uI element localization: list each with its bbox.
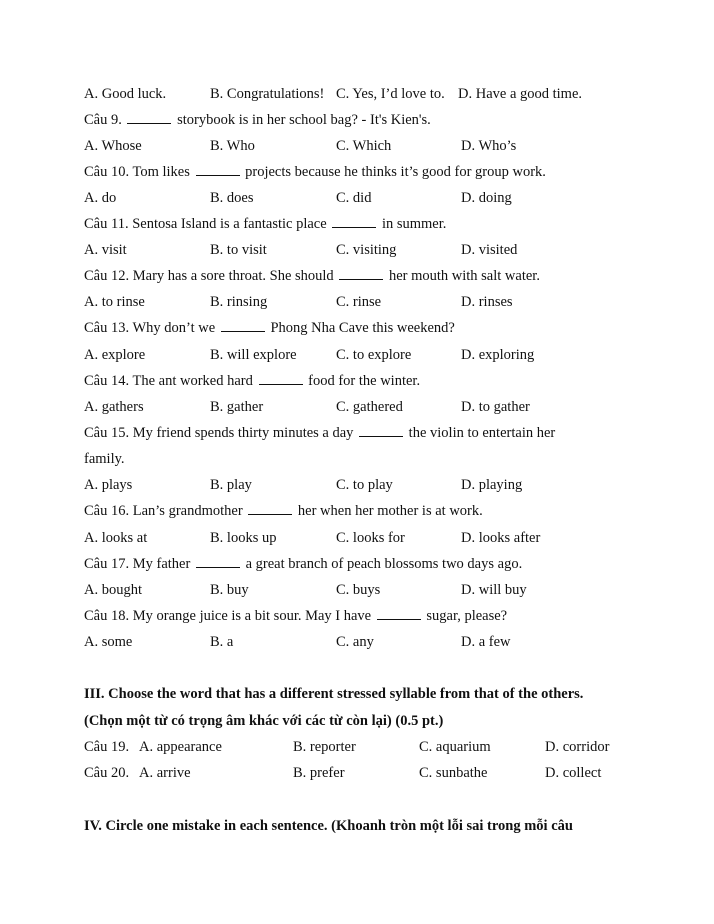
option: D. will buy [461, 582, 527, 598]
option: B. Who [210, 138, 255, 154]
option: D. collect [545, 765, 602, 781]
option: B. rinsing [210, 294, 268, 310]
option: D. corridor [545, 739, 610, 755]
question-text: a great branch of peach blossoms two days ago. [245, 556, 523, 572]
q8-option-d: D. Have a good time. [458, 86, 583, 102]
option: C. any [336, 634, 374, 650]
option: D. exploring [461, 347, 535, 363]
answer-blank [259, 372, 303, 385]
option: D. a few [461, 634, 511, 650]
question-label: Câu 12. [84, 268, 130, 284]
answer-blank [196, 163, 240, 176]
question-text: food for the winter. [308, 373, 421, 389]
question-text: Why don’t we [132, 320, 216, 336]
option: A. to rinse [84, 294, 145, 310]
question-16 [84, 502, 483, 520]
answer-blank [377, 607, 421, 620]
question-15-continuation: family. [84, 451, 125, 467]
question-label: Câu 14. [84, 373, 130, 389]
option: A. bought [84, 582, 142, 598]
q8-option-a: A. Good luck. [84, 86, 167, 102]
question-label: Câu 16. [84, 503, 130, 519]
option: A. do [84, 190, 117, 206]
option: C. sunbathe [419, 765, 488, 781]
question-label: Câu 10. [84, 164, 130, 180]
option: D. looks after [461, 530, 541, 546]
question-text: My father [132, 556, 191, 572]
question-label: Câu 15. [84, 425, 130, 441]
option: A. appearance [139, 739, 222, 755]
question-14 [84, 372, 420, 390]
answer-blank [339, 267, 383, 280]
option: B. prefer [293, 765, 345, 781]
option: A. arrive [139, 765, 191, 781]
question-text: her mouth with salt water. [388, 268, 540, 284]
option: C. visiting [336, 242, 397, 258]
answer-blank [332, 215, 376, 228]
question-text: Sentosa Island is a fantastic place [132, 216, 327, 232]
option: C. did [336, 190, 372, 206]
question-19-label: Câu 19. [84, 739, 130, 755]
question-20-label: Câu 20. [84, 765, 130, 781]
option: A. gathers [84, 399, 144, 415]
answer-blank [196, 555, 240, 568]
option: B. play [210, 477, 252, 493]
option: B. reporter [293, 739, 356, 755]
question-label: Câu 17. [84, 556, 130, 572]
question-text: Tom likes [132, 164, 190, 180]
option: B. will explore [210, 347, 297, 363]
option: D. Who’s [461, 138, 517, 154]
question-label: Câu 9. [84, 112, 122, 128]
question-11 [84, 215, 446, 233]
option: D. doing [461, 190, 512, 206]
option: C. Which [336, 138, 392, 154]
question-text: The ant worked hard [132, 373, 253, 389]
section-4-title: IV. Circle one mistake in each sentence. (Khoanh tròn một lỗi sai trong mỗi câu [84, 818, 573, 834]
q8-option-b: B. Congratulations! [210, 86, 325, 102]
option: C. buys [336, 582, 381, 598]
q8-option-c: C. Yes, I’d love to. [336, 86, 445, 102]
answer-blank [248, 502, 292, 515]
question-12 [84, 267, 540, 285]
section-3-subtitle: (Chọn một từ có trọng âm khác với các từ còn lại) (0.5 pt.) [84, 713, 444, 729]
option: C. gathered [336, 399, 403, 415]
option: D. playing [461, 477, 523, 493]
option: C. to play [336, 477, 393, 493]
option: C. to explore [336, 347, 412, 363]
question-text: storybook is in her school bag? - It's Kien's. [177, 112, 431, 128]
option: A. some [84, 634, 133, 650]
option: A. looks at [84, 530, 148, 546]
answer-blank [359, 424, 403, 437]
question-text: My orange juice is a bit sour. May I have [132, 608, 372, 624]
question-text: her when her mother is at work. [297, 503, 483, 519]
question-15 [84, 424, 555, 442]
option: B. gather [210, 399, 264, 415]
answer-blank [221, 319, 265, 332]
question-13 [84, 319, 455, 337]
question-text: the violin to entertain her [408, 425, 556, 441]
option: B. a [210, 634, 234, 650]
option: A. Whose [84, 138, 142, 154]
question-10 [84, 163, 546, 181]
option: B. buy [210, 582, 249, 598]
option: B. to visit [210, 242, 267, 258]
question-label: Câu 11. [84, 216, 129, 232]
answer-blank [127, 111, 171, 124]
option: A. visit [84, 242, 127, 258]
option: A. explore [84, 347, 146, 363]
question-text: Mary has a sore throat. She should [132, 268, 334, 284]
option: C. rinse [336, 294, 382, 310]
question-9 [84, 111, 431, 129]
question-label: Câu 18. [84, 608, 130, 624]
option: C. looks for [336, 530, 405, 546]
option: A. plays [84, 477, 133, 493]
question-text: Phong Nha Cave this weekend? [270, 320, 455, 336]
question-17 [84, 555, 522, 573]
question-text: My friend spends thirty minutes a day [132, 425, 354, 441]
option: D. to gather [461, 399, 530, 415]
question-text: sugar, please? [426, 608, 508, 624]
option: C. aquarium [419, 739, 491, 755]
question-18 [84, 607, 507, 625]
option: D. rinses [461, 294, 513, 310]
section-3-title: III. Choose the word that has a different stressed syllable from that of the others. [84, 686, 584, 702]
option: B. does [210, 190, 254, 206]
option: B. looks up [210, 530, 277, 546]
option: D. visited [461, 242, 518, 258]
question-text: Lan’s grandmother [132, 503, 243, 519]
question-text: in summer. [381, 216, 447, 232]
question-text: projects because he thinks it’s good for group work. [245, 164, 546, 180]
question-label: Câu 13. [84, 320, 130, 336]
